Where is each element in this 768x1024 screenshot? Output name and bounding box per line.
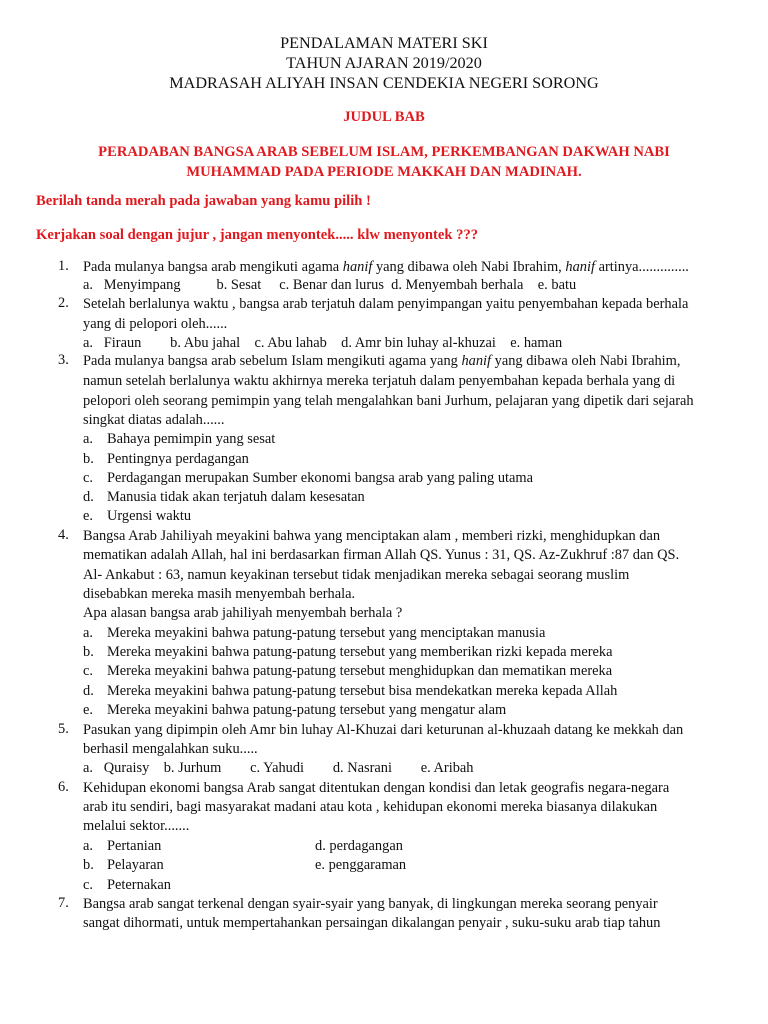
option-text: Mereka meyakini bahwa patung-patung tersebut yang mengatur alam (107, 702, 507, 718)
question-line: Setelah berlalunya waktu , bangsa arab terjatuh dalam penyimpangan yaitu penyembahan kepada berhala (83, 296, 689, 312)
italic-term: hanif (565, 259, 595, 275)
option-text: Mereka meyakini bahwa patung-patung tersebut yang menciptakan manusia (107, 625, 546, 641)
option-c (83, 469, 533, 488)
option-letter: a. (83, 838, 93, 854)
option-text: Mereka meyakini bahwa patung-patung tersebut yang memberikan rizki kepada mereka (107, 644, 613, 660)
question-text (83, 258, 748, 278)
text-part: artinya.............. (594, 259, 689, 275)
header-title: PENDALAMAN MATERI SKI (280, 34, 488, 52)
question-number: 3. (58, 352, 69, 368)
option-letter: a. (83, 431, 93, 447)
text-part: Pada mulanya bangsa arab mengikuti agama (83, 259, 343, 275)
option-d (83, 682, 617, 701)
option-a (83, 624, 545, 643)
option-text: Bahaya pemimpin yang sesat (107, 431, 276, 447)
question-3 (58, 352, 748, 372)
option-b (83, 856, 164, 875)
option-letter: b. (83, 451, 94, 467)
option-letter: e. (83, 702, 93, 718)
text-part: Pada mulanya bangsa arab sebelum Islam mengikuti agama yang (83, 353, 462, 369)
chapter-title-line2: MUHAMMAD PADA PERIODE MAKKAH DAN MADINAH. (186, 164, 582, 180)
question-7 (58, 895, 748, 915)
question-line: singkat diatas adalah...... (83, 412, 225, 428)
option-letter: b. (83, 857, 94, 873)
question-line: arab itu sendiri, bagi masyarakat madani atau kota , kehidupan ekonomi mereka biasanya dilakukan (83, 799, 658, 815)
question-line: Kehidupan ekonomi bangsa Arab sangat ditentukan dengan kondisi dan letak geografis negara-negara (83, 780, 670, 796)
text-part: yang dibawa oleh Nabi Ibrahim, (372, 259, 566, 275)
option-d: d. perdagangan (315, 838, 403, 854)
option-b (83, 450, 249, 469)
question-line: mematikan adalah Allah, hal ini berdasarkan firman Allah QS. Yunus : 31, QS. Az-Zukhruf :87 dan QS. (83, 547, 680, 563)
option-d (83, 488, 365, 507)
italic-term: hanif (461, 353, 492, 369)
option-text: Pentingnya perdagangan (107, 451, 249, 467)
instruction-2: Kerjakan soal dengan jujur , jangan menyontek..... klw menyontek ??? (36, 227, 479, 243)
option-text: Manusia tidak akan terjatuh dalam kesesatan (107, 489, 365, 505)
question-2 (58, 295, 748, 315)
question-line: disebabkan mereka masih menyembah berhala. (83, 586, 356, 602)
question-1 (58, 258, 748, 278)
q1-options: a. Menyimpang b. Sesat c. Benar dan lurus d. Menyembah berhala e. batu (83, 277, 577, 293)
question-6 (58, 779, 748, 799)
option-c (83, 662, 612, 681)
option-letter: c. (83, 663, 93, 679)
option-text: Mereka meyakini bahwa patung-patung tersebut bisa mendekatkan mereka kepada Allah (107, 683, 618, 699)
chapter-heading: JUDUL BAB (343, 109, 425, 125)
question-line (83, 352, 748, 372)
question-line: Bangsa arab sangat terkenal dengan syair-syair yang banyak, di lingkungan mereka seorang penyair (83, 896, 658, 912)
question-number: 1. (58, 258, 69, 274)
option-letter: d. (83, 683, 94, 699)
question-4 (58, 527, 748, 547)
question-line: berhasil mengalahkan suku..... (83, 741, 258, 757)
option-e (83, 507, 191, 526)
question-line: yang di pelopori oleh...... (83, 316, 228, 332)
question-number: 2. (58, 295, 69, 311)
instruction-1: Berilah tanda merah pada jawaban yang kamu pilih ! (36, 193, 371, 209)
option-e (83, 701, 506, 720)
header-year: TAHUN AJARAN 2019/2020 (286, 54, 482, 72)
question-number: 6. (58, 779, 69, 795)
option-a (83, 837, 161, 856)
question-5 (58, 721, 748, 741)
question-line: Pasukan yang dipimpin oleh Amr bin luhay Al-Khuzai dari keturunan al-khuzaah datang ke mekkah dan (83, 722, 684, 738)
question-line: Apa alasan bangsa arab jahiliyah menyembah berhala ? (83, 605, 403, 621)
question-line: melalui sektor....... (83, 818, 190, 834)
header-school: MADRASAH ALIYAH INSAN CENDEKIA NEGERI SORONG (169, 74, 599, 92)
text-part: yang dibawa oleh Nabi Ibrahim, (491, 353, 681, 369)
option-b (83, 643, 612, 662)
option-text: Pertanian (107, 838, 162, 854)
option-letter: c. (83, 877, 93, 893)
option-text: Perdagangan merupakan Sumber ekonomi bangsa arab yang paling utama (107, 470, 533, 486)
q5-options: a. Quraisy b. Jurhum c. Yahudi d. Nasrani e. Aribah (83, 760, 474, 776)
question-line: sangat dihormati, untuk mempertahankan persaingan dikalangan penyair , suku-suku arab tiap tahun (83, 915, 661, 931)
option-text: Urgensi waktu (107, 508, 192, 524)
q2-options: a. Firaun b. Abu jahal c. Abu lahab d. Amr bin luhay al-khuzai e. haman (83, 335, 563, 351)
question-line: Al- Ankabut : 63, namun keyakinan tersebut tidak menjadikan mereka sebagai seorang muslim (83, 567, 630, 583)
option-a (83, 430, 275, 449)
option-text: Mereka meyakini bahwa patung-patung tersebut menghidupkan dan mematikan mereka (107, 663, 613, 679)
question-number: 7. (58, 895, 69, 911)
option-letter: b. (83, 644, 94, 660)
option-e: e. penggaraman (315, 857, 407, 873)
option-letter: c. (83, 470, 93, 486)
question-number: 5. (58, 721, 69, 737)
question-number: 4. (58, 527, 69, 543)
option-letter: a. (83, 625, 93, 641)
option-letter: e. (83, 508, 93, 524)
option-text: Peternakan (107, 877, 171, 893)
chapter-title-line1: PERADABAN BANGSA ARAB SEBELUM ISLAM, PERKEMBANGAN DAKWAH NABI (98, 144, 670, 160)
question-line: pelopori oleh seorang pemimpin yang telah mengalahkan bani Jurhum, pelajaran yang dipetik dari sejarah (83, 393, 694, 409)
option-c (83, 876, 171, 895)
question-line: namun setelah berlalunya waktu akhirnya mereka terjatuh dalam penyembahan kepada berhala yang di (83, 373, 676, 389)
question-line: Bangsa Arab Jahiliyah meyakini bahwa yang menciptakan alam , memberi rizki, menghidupkan dan (83, 528, 661, 544)
option-letter: d. (83, 489, 94, 505)
italic-term: hanif (342, 259, 373, 275)
option-text: Pelayaran (107, 857, 164, 873)
